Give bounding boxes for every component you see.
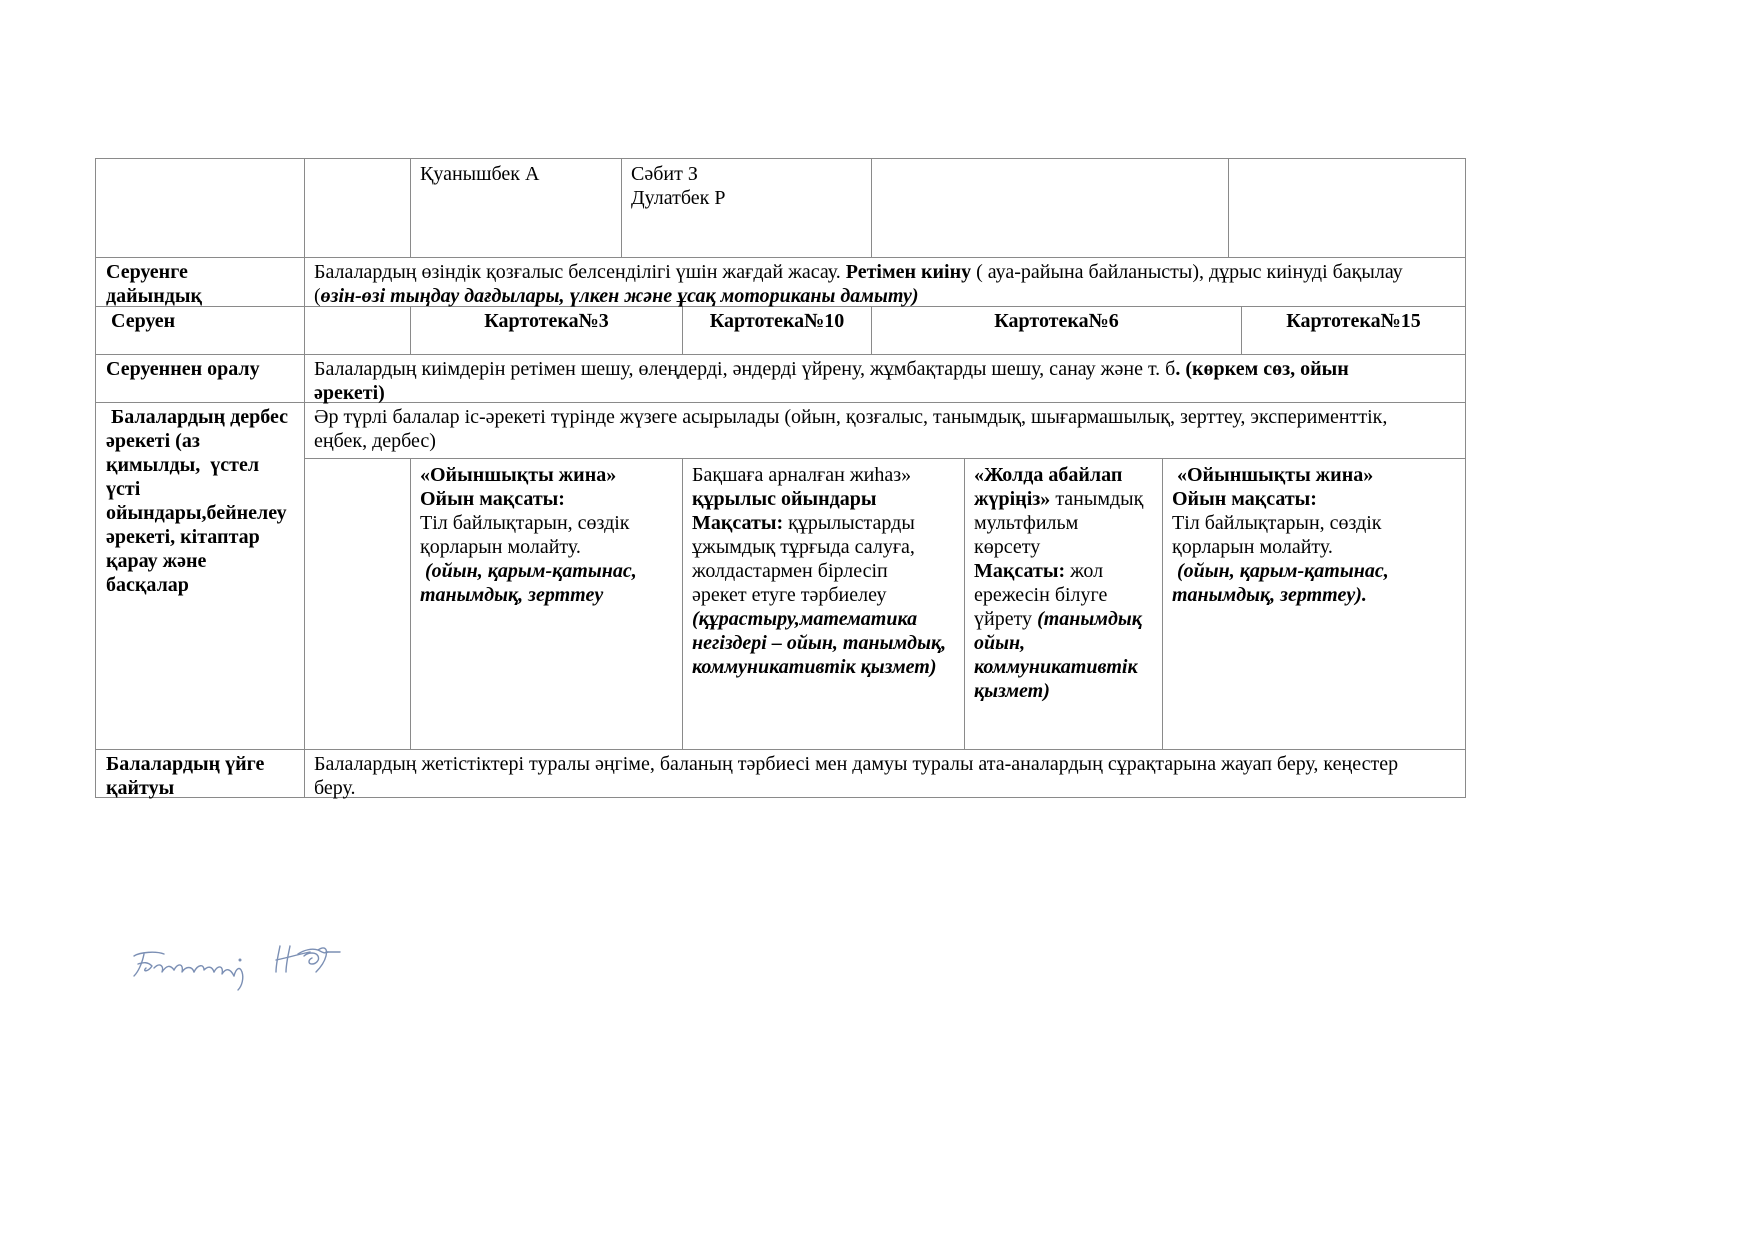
activity3-tags-2: коммуникативтік: [974, 656, 1138, 678]
activity2-goal-label: Мақсаты:: [692, 512, 784, 534]
activity1-text-2: қорларын молайту.: [420, 536, 581, 558]
activity2-text-3: әрекет етуге тәрбиелеу: [692, 584, 887, 606]
handwritten-signature: [130, 942, 390, 992]
activity4-tags-2: танымдық, зерттеу).: [1172, 584, 1367, 606]
activity3-text-2: көрсету: [974, 536, 1041, 558]
activity3-goal-last: [974, 606, 1142, 632]
activity2-text-2: жолдастармен бірлесіп: [692, 560, 888, 582]
return-text-bold: . (көркем сөз, ойын: [1175, 358, 1349, 380]
independent-desc-2: еңбек, дербес): [314, 430, 436, 452]
walk-card2: Картотека№10: [709, 310, 845, 332]
names-col4-line1: Сәбит З: [631, 163, 698, 185]
walk-card4: Картотека№15: [1286, 310, 1421, 332]
home-label-2: қайтуы: [106, 777, 175, 799]
prep-text-line1: [314, 259, 1403, 285]
home-text-2: беру.: [314, 777, 356, 799]
activity3-text-1: мультфильм: [974, 512, 1079, 534]
activity2-goal-rest: құрылыстарды: [788, 512, 915, 534]
home-label-1: Балалардың үйге: [106, 753, 265, 775]
prep-text-line2: [314, 283, 918, 309]
independent-label-4: үсті: [106, 478, 141, 500]
walk-card3: Картотека№6: [994, 310, 1119, 332]
independent-label-6: әрекеті, кітаптар: [106, 526, 260, 548]
return-text-line2: әрекеті): [314, 382, 385, 404]
cell-top-label: [95, 158, 305, 258]
prep-text-tail: ( ауа-райына байланысты), дұрыс киінуді бақылау: [976, 261, 1403, 283]
activity3-goal-label: Мақсаты:: [974, 560, 1066, 582]
cell-top-col5: [871, 158, 1229, 258]
prep-label-line2: дайындық: [106, 285, 203, 307]
walk-label: Серуен: [111, 310, 176, 332]
activity3-goal-line: ережесін білуге: [974, 584, 1108, 606]
independent-label-8: басқалар: [106, 574, 189, 596]
activity2-line2: құрылыс ойындары: [692, 488, 877, 510]
activity3-goal-last-text: үйрету: [974, 608, 1033, 630]
cell-top-col6: [1228, 158, 1466, 258]
prep-text-bold: Ретімен киіну: [845, 261, 972, 283]
activity1-goal-label: Ойын мақсаты:: [420, 488, 565, 510]
activity4-text-1: Тіл байлықтарын, сөздік: [1172, 512, 1382, 534]
independent-label-1: Балалардың дербес: [111, 406, 288, 428]
cell-independent-col2: [304, 458, 411, 750]
prep-paren-open: (: [314, 285, 321, 307]
activity3-tags-first: (танымдық: [1037, 608, 1142, 630]
return-text-line1: [314, 356, 1349, 382]
return-label: Серуеннен оралу: [106, 358, 260, 380]
prep-text-plain: Балалардың өзіндік қозғалыс белсенділігі үшін жағдай жасау.: [314, 261, 841, 283]
prep-label-line1: Серуенге: [106, 261, 188, 283]
activity3-title-2: [974, 486, 1143, 512]
independent-label-7: қарау және: [106, 550, 207, 572]
activity1-tags-1: (ойын, қарым-қатынас,: [420, 560, 637, 582]
activity1-title: «Ойыншықты жина»: [420, 464, 617, 486]
independent-label-5: ойындары,бейнелеу: [106, 502, 287, 524]
home-text-1: Балалардың жетістіктері туралы әңгіме, баланың тәрбиесі мен дамуы туралы ата-аналардың сұрақтарына жауап беру, кеңестер: [314, 753, 1399, 775]
cell-walk-col2: [304, 306, 411, 355]
activity2-text-1: ұжымдық тұрғыда салуға,: [692, 536, 915, 558]
activity4-goal-label: Ойын мақсаты:: [1172, 488, 1317, 510]
activity2-tags-1: (құрастыру,математика: [692, 608, 918, 630]
activity2-tags-2: негіздері – ойын, танымдық,: [692, 632, 947, 654]
activity2-line1: Бақшаға арналған жиһаз»: [692, 464, 912, 486]
activity3-title-2-bold: жүріңіз»: [974, 488, 1051, 510]
activity3-goal: [974, 558, 1103, 584]
activity4-text-2: қорларын молайту.: [1172, 536, 1333, 558]
activity3-tags-3: қызмет): [974, 680, 1050, 702]
activity4-tags-1: (ойын, қарым-қатынас,: [1172, 560, 1389, 582]
walk-card1: Картотека№3: [484, 310, 609, 332]
activity3-goal-rest: жол: [1070, 560, 1104, 582]
cell-top-col2: [304, 158, 411, 258]
activity2-tags-3: коммуникативтік қызмет): [692, 656, 937, 678]
names-col3: Қуанышбек А: [420, 163, 540, 185]
activity3-tags-1: ойын,: [974, 632, 1026, 654]
activity3-title-rest: танымдық: [1055, 488, 1144, 510]
independent-label-3: қимылды, үстел: [106, 454, 260, 476]
activity1-text-1: Тіл байлықтарын, сөздік: [420, 512, 630, 534]
independent-label-2: әрекеті (аз: [106, 430, 200, 452]
independent-desc-1: Әр түрлі балалар іс-әрекеті түрінде жүзеге асырылады (ойын, қозғалыс, танымдық, шығармашылық, зерттеу, эксперименттік,: [314, 406, 1388, 428]
activity3-title-1: «Жолда абайлап: [974, 464, 1123, 486]
names-col4-line2: Дулатбек Р: [631, 187, 726, 209]
return-text-plain: Балалардың киімдерін ретімен шешу, өлеңдерді, әндерді үйрену, жұмбақтарды шешу, санау және т. б: [314, 358, 1176, 380]
activity2-goal: [692, 510, 915, 536]
activity4-title: «Ойыншықты жина»: [1172, 464, 1374, 486]
prep-skills: өзін-өзі тыңдау дағдылары, үлкен және ұсақ моториканы дамыту): [320, 285, 919, 307]
activity1-tags-2: танымдық, зерттеу: [420, 584, 604, 606]
